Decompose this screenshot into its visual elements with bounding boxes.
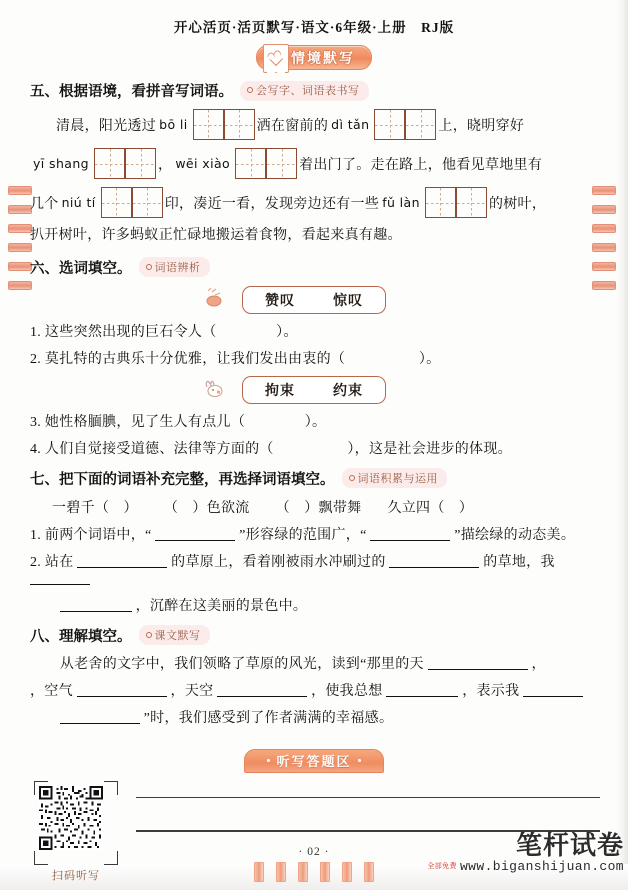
dot-icon (267, 759, 270, 762)
tianzige-cell[interactable] (425, 187, 456, 218)
section-five (30, 80, 598, 247)
question-text-end: ，沉醉在这美丽的景色中。 (135, 598, 308, 614)
watermark-url-row (427, 859, 624, 874)
bullet-icon (146, 632, 152, 638)
text-segment: 几个 (30, 196, 59, 212)
watermark-url: www.biganshijuan.com (459, 859, 624, 874)
tianzige-cell[interactable] (125, 148, 156, 179)
idiom-item[interactable]: 久立四（ ） (387, 500, 474, 516)
choice-word[interactable]: 拘束 (265, 383, 295, 399)
listening-banner-label: 听写答题区 (276, 754, 352, 770)
idiom-item[interactable]: （ ）飘带舞 (275, 500, 362, 516)
section-five-heading (30, 80, 598, 101)
question-text: 人们自觉接受道德、法律等方面的（ (44, 441, 274, 457)
answer-blank[interactable] (386, 683, 458, 697)
answer-blank[interactable] (389, 554, 479, 568)
tianzige-2[interactable] (94, 148, 156, 179)
section-banner-wrap (0, 45, 628, 70)
tianzige-cell[interactable] (193, 109, 224, 140)
tianzige-cell[interactable] (132, 187, 163, 218)
section-seven-question-2-cont (30, 595, 598, 615)
tianzige-2[interactable] (193, 109, 255, 140)
question-text-end: ”时，我们感受到了作者满满的幸福感。 (143, 710, 394, 726)
question-text: ，天空 (170, 683, 214, 699)
text-segment: 着出门了。走在路上，他看见草地里有 (299, 157, 543, 173)
qr-code-label: 扫码听写 (52, 869, 100, 882)
section-seven-tag (342, 468, 448, 488)
section-eight-tag (139, 625, 210, 645)
choice-box-one (242, 286, 386, 314)
tianzige-cell[interactable] (405, 109, 436, 140)
question-number: 1. (30, 324, 42, 340)
section-five-tag-label: 会写字、词语表书写 (256, 85, 360, 97)
section-seven-question-2 (30, 551, 598, 588)
pinyin-yishang: yī shang (33, 156, 89, 171)
question-text: ，使我总想 (311, 683, 383, 699)
heart-icon (269, 51, 283, 65)
section-five-title: 五、根据语境，看拼音写词语。 (30, 84, 233, 100)
idiom-item[interactable]: 一碧千（ ） (52, 500, 138, 516)
section-eight-heading (30, 625, 598, 646)
question-text: 前两个词语中，“ (44, 527, 152, 543)
question-text: 她性格腼腆，见了生人有点儿（ (44, 414, 246, 430)
question-number: 1. (30, 527, 42, 543)
corner-bracket-icon (34, 781, 48, 795)
section-seven-idioms (30, 497, 598, 517)
section-eight-line-2 (30, 680, 598, 700)
pinyin-fulan: fǔ làn (382, 195, 420, 210)
pinyin-weixiao: wēi xiào (175, 156, 231, 171)
section-six-tag (139, 257, 210, 277)
section-seven-title: 七、把下面的词语补充完整，再选择词语填空。 (30, 471, 335, 488)
text-segment: ， (158, 157, 173, 173)
watermark-free-label: 全部免费 (427, 863, 457, 870)
section-eight-line-1 (30, 653, 598, 673)
document-title: 开心活页·活页默写·语文·6年级·上册 RJ版 (173, 20, 455, 35)
question-text: 从老舍的文字中，我们领略了草原的风光，读到“那里的天 (59, 656, 424, 672)
question-text: 莫扎特的古典乐十分优雅，让我们发出由衷的（ (44, 351, 346, 367)
question-text: ，表示我 (462, 683, 520, 699)
question-text-end: ）。 (276, 324, 298, 340)
question-text: 的草地，我 (483, 554, 555, 570)
question-number: 3. (30, 414, 42, 430)
choice-word[interactable]: 赞叹 (265, 293, 295, 309)
situational-dictation-banner (256, 45, 372, 70)
question-text-end: ）。 (418, 351, 441, 367)
bullet-icon (247, 87, 253, 93)
book-heart-icon (263, 44, 289, 73)
section-five-line-1 (30, 109, 598, 140)
bullet-icon (349, 475, 355, 481)
answer-blank[interactable] (77, 683, 167, 697)
section-seven (30, 468, 598, 615)
section-six-heading (30, 257, 598, 278)
tianzige-cell[interactable] (235, 148, 266, 179)
pinyin-ditan: dì tǎn (331, 117, 370, 132)
watermark-title: 笔杆试卷 (515, 830, 624, 860)
section-five-line-3 (30, 187, 598, 218)
answer-blank[interactable] (370, 527, 450, 541)
section-six-question-4 (30, 438, 598, 458)
section-seven-question-1 (30, 524, 598, 544)
section-eight (30, 625, 598, 727)
footer-bar (320, 862, 330, 882)
text-segment: 印，凑近一看，发现旁边还有一些 (164, 196, 380, 212)
page-footer (0, 830, 628, 890)
footer-bar (364, 862, 374, 882)
text-segment: 清晨，阳光透过 (56, 118, 157, 134)
section-five-tag (240, 81, 369, 101)
section-six-title: 六、选词填空。 (30, 260, 132, 277)
section-five-line-4: 扒开树叶，许多蚂蚁正忙碌地搬运着食物，看起来真有趣。 (30, 228, 402, 243)
question-text-end: ），这是社会进步的体现。 (347, 441, 512, 457)
footer-bar (342, 862, 352, 882)
pinyin-niuti: niú tí (61, 195, 96, 210)
question-text: ”形容绿的范围广，“ (239, 527, 367, 543)
answer-blank[interactable] (30, 571, 90, 585)
tianzige-2[interactable] (101, 187, 163, 218)
tianzige-cell[interactable] (266, 148, 297, 179)
listening-banner-wrap (0, 749, 628, 773)
tianzige-2[interactable] (374, 109, 436, 140)
section-six-tag-label: 词语辨析 (154, 261, 201, 274)
pinyin-boli: bō li (159, 117, 188, 132)
question-number: 2. (30, 554, 42, 570)
page-number: · 02 · (298, 846, 330, 858)
answer-blank[interactable] (155, 527, 235, 541)
section-seven-tag-label: 词语积累与运用 (357, 472, 438, 485)
footer-bar (276, 862, 286, 882)
answer-blank[interactable] (217, 683, 307, 697)
listening-area-banner (244, 749, 383, 773)
section-seven-heading (30, 468, 598, 489)
section-six (30, 257, 598, 458)
section-eight-title: 八、理解填空。 (30, 628, 132, 645)
section-six-question-1 (30, 321, 598, 341)
answer-blank[interactable] (77, 554, 167, 568)
dot-icon (358, 759, 361, 762)
choice-box-two-wrap (30, 376, 598, 404)
section-six-question-3 (30, 411, 598, 431)
section-eight-line-3 (30, 707, 598, 727)
answer-blank[interactable] (60, 710, 140, 724)
tianzige-cell[interactable] (101, 187, 132, 218)
tianzige-cell[interactable] (374, 109, 405, 140)
rabbit-icon (202, 377, 232, 399)
text-segment: 上，晓明穿好 (438, 118, 525, 134)
bullet-icon (146, 264, 152, 270)
footer-bar (254, 862, 264, 882)
question-text: 站在 (44, 554, 74, 570)
answer-blank[interactable] (60, 598, 132, 612)
choice-word[interactable]: 惊叹 (333, 293, 363, 309)
tianzige-cell[interactable] (94, 148, 125, 179)
text-segment: 的树叶， (488, 196, 547, 212)
answer-blank[interactable] (523, 683, 583, 697)
corner-bracket-icon (104, 781, 118, 795)
text-segment: 洒在窗前的 (256, 118, 329, 134)
answer-blank[interactable] (428, 656, 528, 670)
question-number: 2. (30, 351, 42, 367)
choice-box-two (242, 376, 386, 404)
tianzige-2[interactable] (235, 148, 297, 179)
question-text: 这些突然出现的巨石令人（ (44, 324, 217, 340)
section-six-question-2 (30, 348, 598, 368)
tianzige-cell[interactable] (224, 109, 255, 140)
question-text-end: ”描绘绿的动态美。 (454, 527, 576, 543)
choice-word[interactable]: 约束 (333, 383, 363, 399)
tianzige-cell[interactable] (456, 187, 487, 218)
question-text: ，空气 (30, 683, 73, 699)
hand-icon (202, 287, 232, 309)
section-five-line-2 (30, 148, 598, 179)
section-eight-tag-label: 课文默写 (154, 629, 201, 642)
answer-line[interactable] (136, 797, 600, 799)
choice-box-one-wrap (30, 286, 598, 314)
banner-label: 情境默写 (291, 49, 355, 66)
footer-bar (298, 862, 308, 882)
question-text: 的草原上，看着刚被雨水冲刷过的 (171, 554, 386, 570)
watermark (427, 832, 624, 874)
question-number: 4. (30, 441, 42, 457)
tianzige-2[interactable] (425, 187, 487, 218)
question-text-end: ）。 (304, 414, 327, 430)
idiom-item[interactable]: （ ）色欲流 (163, 500, 250, 516)
text-comma: ， (531, 656, 546, 672)
